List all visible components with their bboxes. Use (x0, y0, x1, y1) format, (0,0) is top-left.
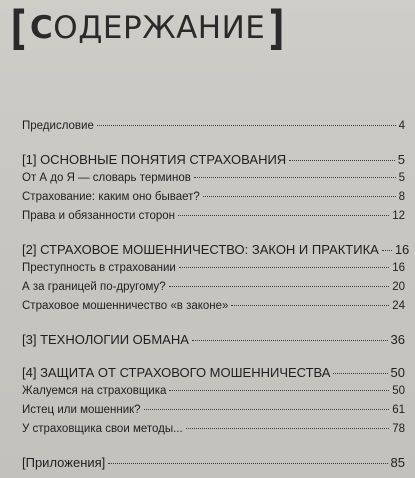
dot-leader (231, 305, 389, 306)
dot-leader (203, 196, 396, 197)
toc-chapter-title: [2] СТРАХОВОЕ МОШЕННИЧЕСТВО: ЗАКОН И ПРАКТИКА (22, 242, 379, 257)
toc-row-preface[interactable] (22, 117, 405, 136)
toc-label: Права и обязанности сторон (22, 210, 176, 222)
dot-leader (186, 428, 390, 429)
toc-page-number: 36 (390, 332, 405, 347)
toc-page-number: 78 (392, 423, 405, 435)
toc-item[interactable] (22, 207, 405, 226)
toc-chapter-title: [1] ОСНОВНЫЕ ПОНЯТИЯ СТРАХОВАНИЯ (22, 152, 287, 167)
toc-chapter-1[interactable] (22, 150, 405, 169)
toc-page-number: 20 (392, 281, 405, 293)
dot-leader (192, 340, 388, 341)
dot-leader (169, 390, 389, 391)
toc-chapter-title: [3] ТЕХНОЛОГИИ ОБМАНА (22, 332, 189, 347)
toc-page-number: 85 (390, 455, 405, 470)
toc-page-number: 5 (397, 152, 405, 167)
toc-item[interactable] (22, 169, 405, 188)
toc-item[interactable] (22, 188, 405, 207)
toc-label: Жалуемся на страховщика (22, 385, 167, 397)
toc-page-number: 16 (392, 262, 405, 274)
toc-label: Страхование: каким оно бывает? (22, 191, 200, 203)
toc-page-number: 24 (392, 300, 405, 312)
toc-page-number: 4 (398, 120, 405, 132)
toc-page-number: 50 (392, 385, 405, 397)
toc-chapter-3[interactable] (22, 330, 405, 349)
toc-label: Истец или мошенник? (22, 404, 141, 416)
dot-leader (97, 125, 396, 126)
toc-chapter-2[interactable] (22, 240, 410, 259)
toc-item[interactable] (22, 420, 405, 439)
title-first-letter: С (30, 9, 54, 46)
toc-label: Преступность в страховании (22, 262, 176, 274)
toc-label: [Приложения] (22, 455, 106, 470)
toc-label: Предисловие (22, 120, 94, 132)
dot-leader (382, 250, 392, 251)
toc-row-appendix[interactable] (22, 453, 405, 472)
title-bracket-right: ] (269, 1, 285, 55)
dot-leader (194, 177, 396, 178)
toc-label: А за границей по-другому? (22, 281, 166, 293)
dot-leader (333, 373, 387, 374)
title-text (30, 9, 266, 46)
toc-page-number: 5 (398, 172, 405, 184)
toc-label: У страховщика свои методы... (22, 423, 183, 435)
toc-item[interactable] (22, 382, 405, 401)
toc-label: От А до Я — словарь терминов (22, 172, 191, 184)
dot-leader (178, 215, 389, 216)
dot-leader (289, 160, 395, 161)
toc-page-number: 16 (394, 242, 410, 257)
dot-leader (108, 463, 387, 464)
page-title (8, 2, 287, 54)
toc-page-number: 12 (392, 210, 405, 222)
title-bracket-left: [ (10, 1, 27, 55)
toc-chapter-4[interactable] (22, 363, 405, 382)
table-of-contents (22, 117, 410, 472)
dot-leader (169, 286, 390, 287)
toc-page-number: 8 (398, 191, 405, 203)
toc-item[interactable] (22, 259, 405, 278)
toc-chapter-title: [4] ЗАЩИТА ОТ СТРАХОВОГО МОШЕННИЧЕСТВА (22, 365, 331, 380)
toc-item[interactable] (22, 401, 405, 420)
toc-page-number: 61 (392, 404, 405, 416)
toc-item[interactable] (22, 297, 405, 316)
toc-label: Страховое мошенничество «в законе» (22, 300, 229, 312)
dot-leader (179, 267, 389, 268)
dot-leader (144, 409, 390, 410)
title-rest: ОДЕРЖАНИЕ (53, 9, 266, 46)
toc-page-number: 50 (390, 365, 405, 380)
toc-item[interactable] (22, 278, 405, 297)
